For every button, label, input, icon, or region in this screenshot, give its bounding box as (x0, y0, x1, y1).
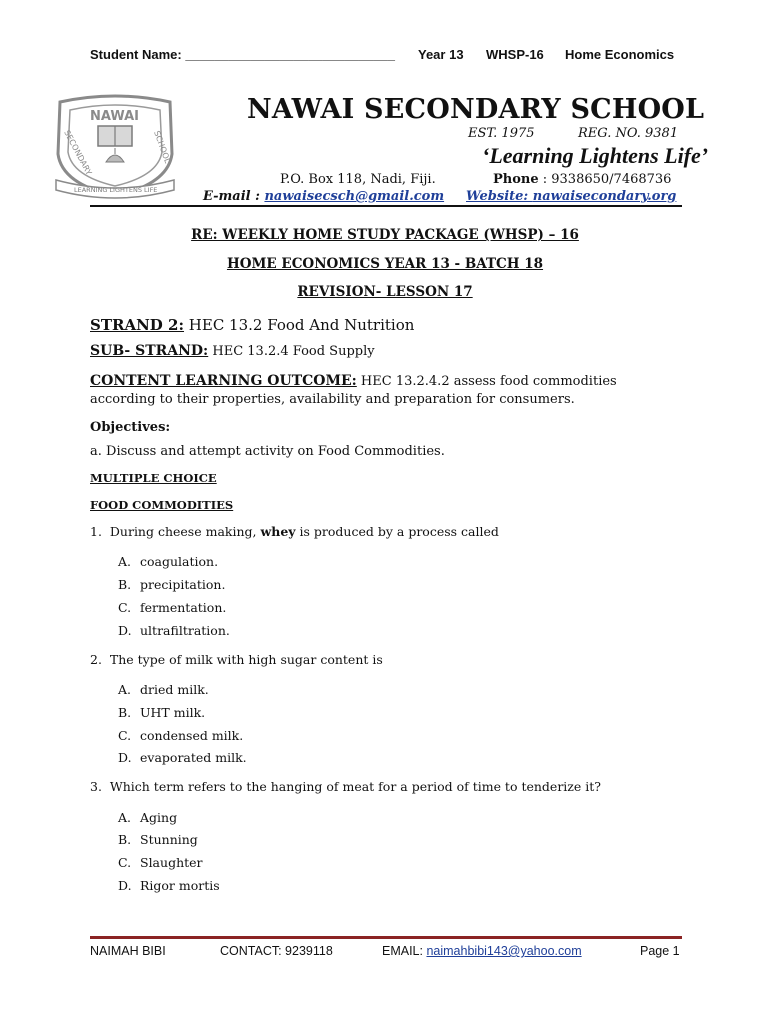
course-heading: HOME ECONOMICS YEAR 13 - BATCH 18 (226, 256, 544, 272)
question-3: 3. Which term refers to the hanging of meat for a period of time to tenderize it? (90, 779, 601, 794)
re-heading: RE: WEEKLY HOME STUDY PACKAGE (WHSP) – 16 (191, 227, 579, 243)
q1-option-b: B. precipitation. (118, 577, 226, 592)
phone-value: : 9338650/7468736 (538, 172, 672, 187)
po-box: P.O. Box 118, Nadi, Fiji. (280, 172, 436, 187)
est-label: EST. 1975 (468, 126, 535, 141)
logo-right-text: SCHOOL (152, 129, 173, 165)
question-1: 1. During cheese making, whey is produced by a process called (90, 524, 499, 539)
q1-option-a: A. coagulation. (118, 554, 219, 569)
footer-email-label: EMAIL: (382, 944, 427, 958)
footer-email (382, 944, 582, 958)
year-label: Year 13 (418, 47, 464, 62)
student-name-field: Student Name: _____________________________ (90, 47, 396, 62)
footer-rule (90, 936, 682, 939)
q2-option-c: C. condensed milk. (118, 728, 244, 743)
strand-value: HEC 13.2 Food And Nutrition (184, 316, 415, 334)
q3-option-b: B. Stunning (118, 832, 198, 847)
strand-label: STRAND 2: (90, 316, 185, 334)
question-2: 2. The type of milk with high sugar content is (90, 652, 383, 667)
footer-name: NAIMAH BIBI (90, 944, 166, 958)
clo-label: CONTENT LEARNING OUTCOME: (90, 373, 357, 389)
phone-label: Phone (493, 172, 539, 187)
sub-strand-value: HEC 13.2.4 Food Supply (208, 344, 375, 359)
whsp-label: WHSP-16 (486, 47, 544, 62)
footer-email-link[interactable]: naimahbibi143@yahoo.com (426, 944, 582, 958)
website-label: Website: (466, 189, 533, 204)
mc-label: MULTIPLE CHOICE (90, 471, 217, 485)
clo-line-1 (90, 373, 617, 389)
q2-option-b: B. UHT milk. (118, 705, 206, 720)
header-rule (90, 205, 682, 207)
q1-option-d: D. ultrafiltration. (118, 623, 230, 638)
phone-line (493, 172, 671, 187)
objectives-label: Objectives: (90, 420, 171, 435)
q3-option-c: C. Slaughter (118, 855, 203, 870)
subject-label: Home Economics (565, 47, 675, 62)
email-line (203, 189, 444, 204)
clo-line-2: according to their properties, availability and preparation for consumers. (90, 392, 575, 407)
website-line (466, 189, 676, 204)
q1-option-c: C. fermentation. (118, 600, 227, 615)
school-website-link[interactable]: nawaisecondary.org (532, 189, 677, 204)
q3-option-d: D. Rigor mortis (118, 878, 220, 893)
sub-strand-line (90, 343, 375, 359)
reg-number: REG. NO. 9381 (578, 126, 679, 141)
footer-contact: CONTACT: 9239118 (220, 944, 333, 958)
q3-option-a: A. Aging (118, 810, 178, 825)
q2-option-d: D. evaporated milk. (118, 750, 247, 765)
clo-text-1: HEC 13.2.4.2 assess food commodities (356, 374, 617, 389)
email-label: E-mail : (203, 189, 265, 204)
school-logo (50, 92, 180, 204)
school-name: NAWAI SECONDARY SCHOOL (247, 94, 705, 125)
q2-option-a: A. dried milk. (118, 682, 209, 697)
logo-top-text: NAWAI (90, 109, 140, 124)
objective-item: a. Discuss and attempt activity on Food Commodities. (90, 444, 445, 459)
sub-strand-label: SUB- STRAND: (90, 343, 209, 359)
strand-line (90, 316, 414, 334)
lesson-heading: REVISION- LESSON 17 (297, 284, 473, 300)
school-motto: ‘Learning Lightens Life’ (482, 143, 709, 168)
logo-banner-text: LEARNING LIGHTENS LIFE (74, 186, 158, 194)
page-number: Page 1 (640, 944, 680, 958)
fc-label: FOOD COMMODITIES (90, 498, 234, 512)
school-email-link[interactable]: nawaisecsch@gmail.com (264, 189, 445, 204)
logo-left-text: SECONDARY (62, 128, 94, 177)
